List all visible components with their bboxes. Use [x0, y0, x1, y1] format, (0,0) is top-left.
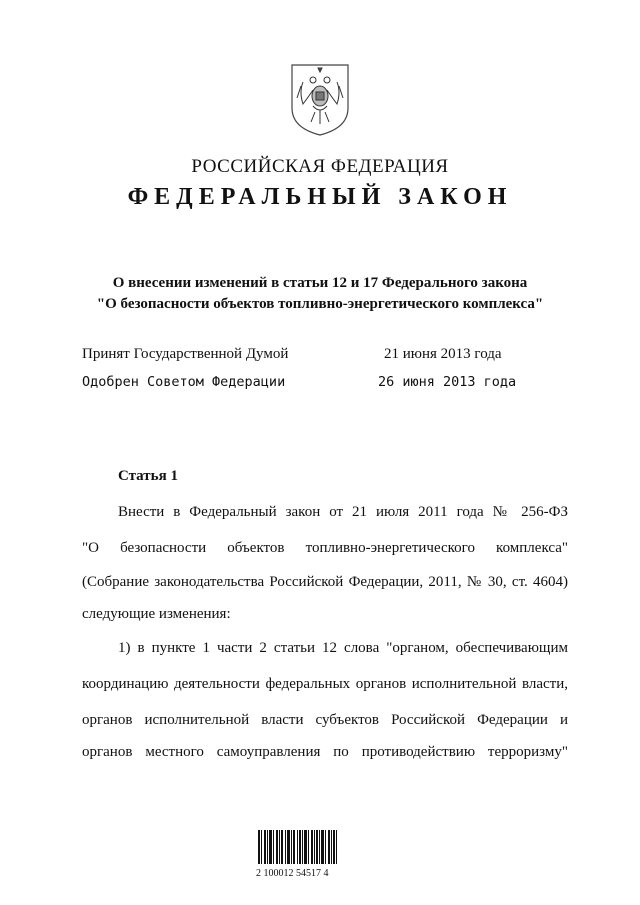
paragraph-2-line: координацию деятельности федеральных органов исполнительной власти, [82, 676, 568, 692]
council-approval-label: Одобрен Советом Федерации [82, 374, 286, 390]
document-type-heading: ФЕДЕРАЛЬНЫЙ ЗАКОН [127, 184, 513, 210]
article-heading: Статья 1 [118, 468, 178, 484]
duma-adoption-date: 21 июня 2013 года [384, 346, 502, 362]
paragraph-2-line: 1) в пункте 1 части 2 статьи 12 слова "органом, обеспечивающим [118, 640, 568, 656]
paragraph-1-line: "О безопасности объектов топливно-энергетического комплекса" [82, 540, 568, 556]
duma-adoption-label: Принят Государственной Думой [82, 346, 289, 362]
coat-of-arms-icon [289, 62, 351, 138]
paragraph-1-line: Внести в Федеральный закон от 21 июля 2011 года № 256-ФЗ [118, 504, 568, 520]
country-name: РОССИЙСКАЯ ФЕДЕРАЦИЯ [191, 156, 449, 177]
law-title-line-2: "О безопасности объектов топливно-энергетического комплекса" [96, 296, 544, 312]
paragraph-1-line: следующие изменения: [82, 606, 231, 622]
council-approval-date: 26 июня 2013 года [378, 374, 517, 390]
paragraph-2-line: органов местного самоуправления по противодействию терроризму" [82, 744, 568, 760]
law-title-line-1: О внесении изменений в статьи 12 и 17 Федерального закона [112, 275, 528, 291]
paragraph-2-line: органов исполнительной власти субъектов Российской Федерации и [82, 712, 568, 728]
barcode-number: 2 100012 54517 4 [256, 868, 329, 879]
paragraph-1-line: (Собрание законодательства Российской Федерации, 2011, № 30, ст. 4604) [82, 574, 568, 590]
